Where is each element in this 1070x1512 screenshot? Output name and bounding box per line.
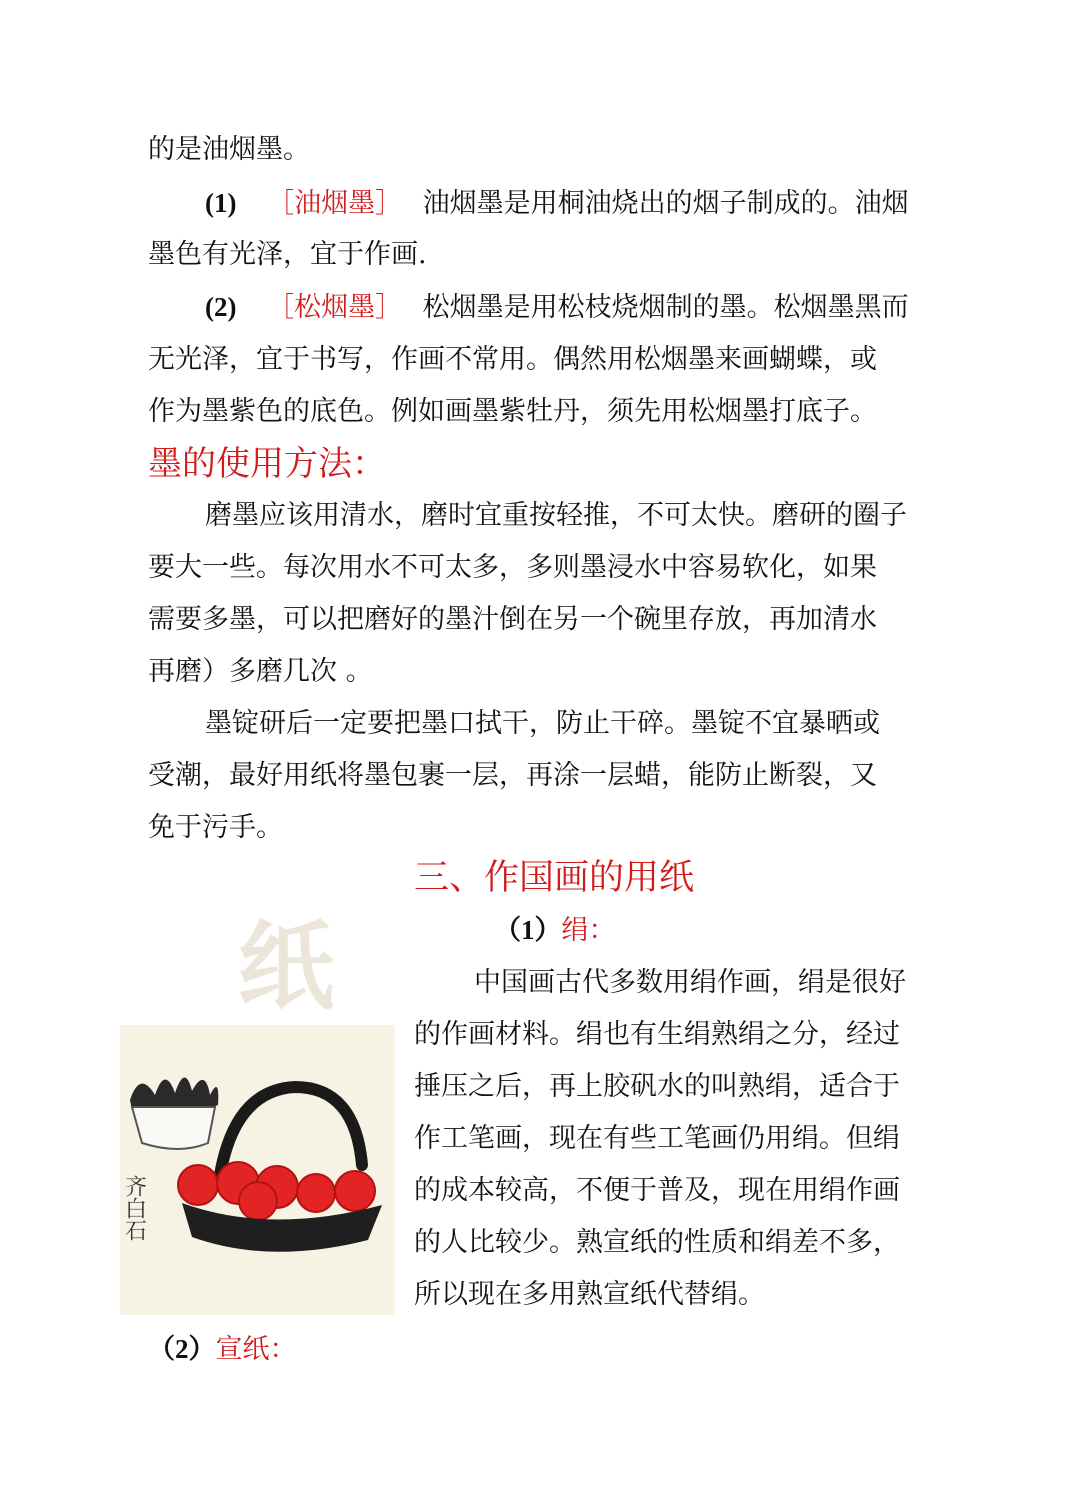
usage-para2-line: 免于污手。 xyxy=(148,812,283,843)
usage-para1-line: 要大一些。每次用水不可太多，多则墨浸水中容易软化，如果 xyxy=(148,552,877,583)
item2-line1 xyxy=(205,290,909,325)
silk-text-line: 的人比较少。熟宣纸的性质和绢差不多， xyxy=(414,1227,900,1258)
paper-heading: 三、作国画的用纸 xyxy=(414,858,695,898)
xuan-subheading xyxy=(148,1332,297,1367)
lychee-basket-painting xyxy=(120,1025,395,1315)
item1-line1 xyxy=(205,186,909,221)
item2-term: ［松烟墨］ xyxy=(267,292,403,323)
silk-text-line: 所以现在多用熟宣纸代替绢。 xyxy=(414,1279,765,1310)
item2-desc-line2: 无光泽，宜于书写，作画不常用。偶然用松烟墨来画蝴蝶，或 xyxy=(148,344,877,375)
silk-text-line: 作工笔画，现在有些工笔画仍用绢。但绢 xyxy=(414,1123,900,1154)
silk-text-line: 的成本较高，不便于普及，现在用绢作画 xyxy=(414,1175,900,1206)
silk-label: 绢： xyxy=(561,915,616,946)
usage-para1-line: 再磨）多磨几次 。 xyxy=(148,656,373,687)
item2-desc-line3: 作为墨紫色的底色。例如画墨紫牡丹，须先用松烟墨打底子。 xyxy=(148,396,877,427)
item1-desc-line1: 油烟墨是用桐油烧出的烟子制成的。油烟 xyxy=(422,188,909,219)
xuan-label: 宣纸： xyxy=(215,1334,297,1365)
intro-tail-text: 的是油烟墨。 xyxy=(148,134,310,165)
painter-signature: 齐白石 xyxy=(121,1175,147,1241)
item2-desc-line1: 松烟墨是用松枝烧烟制的墨。松烟墨黑而 xyxy=(422,292,909,323)
silk-subheading xyxy=(494,913,616,948)
xuan-number: （2） xyxy=(148,1334,216,1364)
silk-text-line: 中国画古代多数用绢作画，绢是很好 xyxy=(474,967,906,998)
watermark-character: 纸 xyxy=(238,910,334,1023)
item1-number: (1) xyxy=(205,188,237,218)
silk-number: （1） xyxy=(494,915,562,945)
usage-para2-line: 墨锭研后一定要把墨口拭干，防止干碎。墨锭不宜暴晒或 xyxy=(205,708,880,739)
usage-para1-line: 磨墨应该用清水，磨时宜重按轻推，不可太快。磨研的圈子 xyxy=(205,500,907,531)
painting-paper-bg xyxy=(120,1025,395,1315)
item2-number: (2) xyxy=(205,292,237,322)
usage-para2-line: 受潮，最好用纸将墨包裹一层，再涂一层蜡，能防止断裂，又 xyxy=(148,760,877,791)
usage-para1-line: 需要多墨，可以把磨好的墨汁倒在另一个碗里存放，再加清水 xyxy=(148,604,877,635)
silk-text-line: 捶压之后，再上胶矾水的叫熟绢，适合于 xyxy=(414,1071,900,1102)
usage-heading: 墨的使用方法： xyxy=(148,444,386,484)
item1-term: ［油烟墨］ xyxy=(267,188,403,219)
item1-desc-line2: 墨色有光泽，宜于作画. xyxy=(148,239,427,270)
silk-text-line: 的作画材料。绢也有生绢熟绢之分，经过 xyxy=(414,1019,900,1050)
